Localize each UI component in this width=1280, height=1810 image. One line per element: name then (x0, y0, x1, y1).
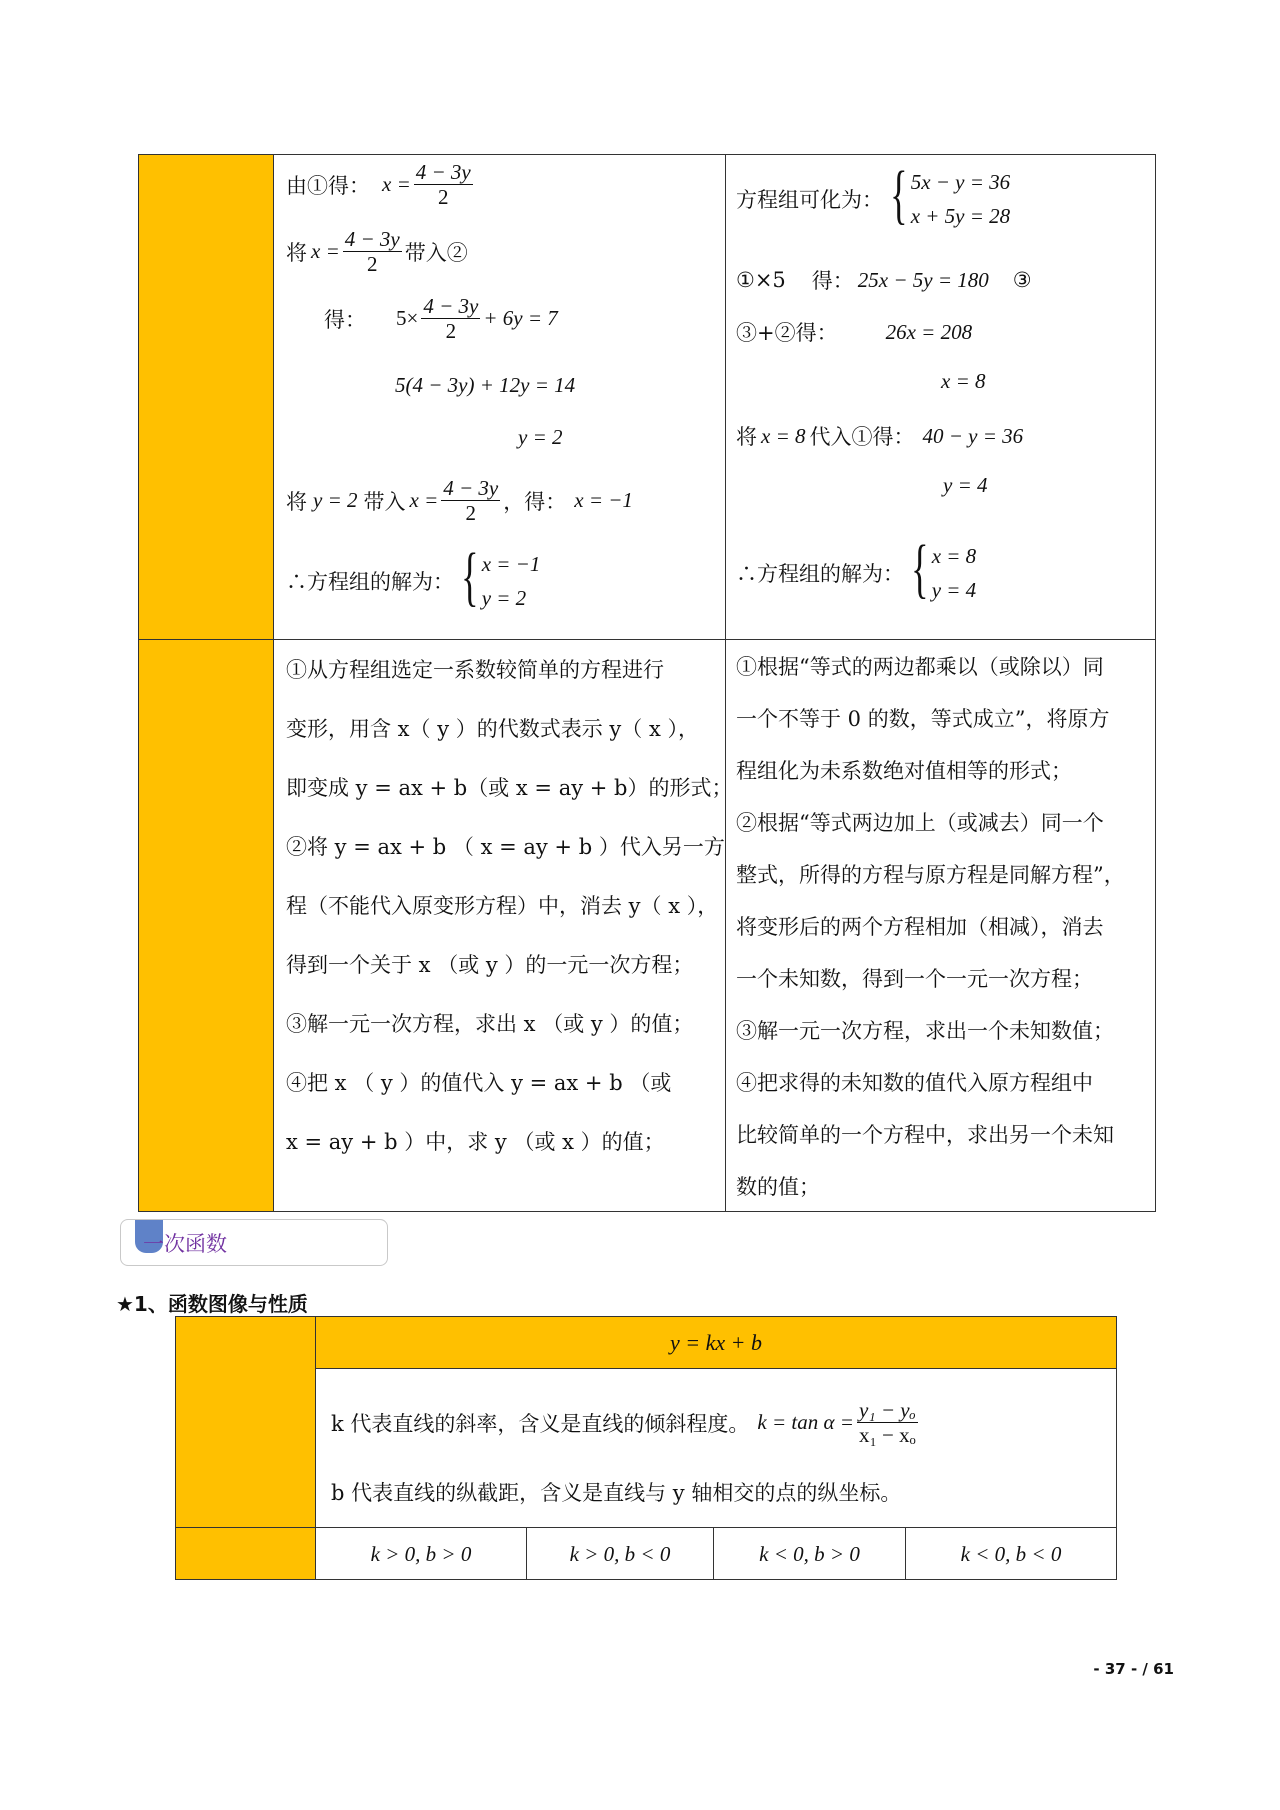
elim-line-3: ③+②得： 26x = 208 (736, 319, 973, 345)
elimination-steps: ①根据“等式的两边都乘以（或除以）同 一个不等于 0 的数，等式成立”，将原方 程组化为未系数绝对值相等的形式； ②根据“等式两边加上（或减去）同一个 整式，所得的方程与原方程是同解方程”， 将变形后的两个方程相加（相减），消去 一个未知数，得到一个一元一次方程； ③解一元一次方程，求出一个未知数值； ④把求得的未知数的值代入原方程组中 比较简单的一个方程中，求出另一个未知 数的值； (736, 655, 1125, 1199)
sub-line-5: y = 2 (518, 425, 563, 449)
condition-cell: k > 0, b > 0 (370, 1541, 472, 1566)
section-label (120, 1219, 388, 1266)
substitution-steps: ①从方程组选定一系数较简单的方程进行 变形，用含 x（ y ）的代数式表示 y（ x ）， 即变成 y = ax + b（或 x = ay + b）的形式； ②将 y = ax + b （ x = ay + b ）代入另一方 程（不能代入原变形方程）中，消去 y（ x ）， 得到一个关于 x （或 y ）的一元一次方程； ③解一元一次方程，求出 x （或 y ）的值； ④把 x （ y ）的值代入 y = ax + b （或 x = ay + b ）中，求 y （或 x ）的值； (286, 658, 733, 1154)
condition-cell: k < 0, b < 0 (960, 1541, 1062, 1566)
fraction: $\frac{4 - 3y}{2}$ (423, 294, 479, 344)
intercept-description: b 代表直线的纵截距，含义是直线与 y 轴相交的点的纵坐标。 (331, 1481, 902, 1505)
row-divider (139, 639, 1155, 640)
highlight-column (176, 1317, 316, 1579)
elim-line-5: 将 x = 8 代入①得： 40 − y = 36 (736, 423, 1024, 449)
sub-line-7: ∴方程组的解为： { x = −1 y = 2 (286, 540, 541, 613)
sub-heading: ★1、函数图像与性质 (116, 1292, 308, 1316)
highlight-column (139, 155, 274, 1211)
page-number: - 37 - / 61 (1093, 1660, 1174, 1678)
method-table (138, 154, 1156, 1212)
sub-line-4: 5(4 − 3y) + 12y = 14 (395, 373, 576, 397)
elim-line-6: y = 4 (943, 473, 988, 497)
sub-line-1: 由①得： x = $\frac{4 - 3y}{2}$ (286, 160, 471, 210)
row-divider (176, 1527, 1116, 1528)
section-title: 一次函数 (143, 1232, 227, 1256)
fraction: $\frac{4 - 3y}{2}$ (415, 160, 471, 210)
sub-line-6: 将 y = 2 带入 x = $\frac{4 - 3y}{2}$ ，得： x = −1 (286, 476, 633, 526)
slope-description: k 代表直线的斜率，含义是直线的倾斜程度。 k = tan α = $\frac{\text{y₁ − yₒ}}{\text{x₁ − xₒ}}$ (331, 1398, 916, 1448)
fraction: $\frac{4 - 3y}{2}$ (344, 227, 400, 277)
solution-system: { x = 8 y = 4 (911, 532, 977, 605)
condition-cell: k > 0, b < 0 (569, 1541, 671, 1566)
solution-system: { x = −1 y = 2 (461, 540, 541, 613)
function-table (175, 1316, 1117, 1580)
slope-fraction: $\frac{\text{y₁ − yₒ}}{\text{x₁ − xₒ}}$ (858, 1398, 916, 1448)
equation-system: { 5x − y = 36 x + 5y = 28 (890, 158, 1011, 231)
elim-line-7: ∴方程组的解为： { x = 8 y = 4 (736, 532, 977, 605)
elim-line-1: 方程组可化为： { 5x − y = 36 x + 5y = 28 (736, 158, 1011, 231)
sub-line-3: 得： 5× $\frac{4 - 3y}{2}$ + 6y = 7 (324, 294, 558, 344)
function-header: y = kx + b (316, 1317, 1116, 1369)
fraction: $\frac{4 - 3y}{2}$ (443, 476, 499, 526)
condition-cell: k < 0, b > 0 (759, 1541, 860, 1566)
sub-line-2: 将 x = $\frac{4 - 3y}{2}$ 带入② (286, 227, 468, 277)
elim-line-4: x = 8 (941, 369, 986, 393)
elim-line-2: ①×5 得： 25x − 5y = 180 ③ (736, 267, 1032, 293)
